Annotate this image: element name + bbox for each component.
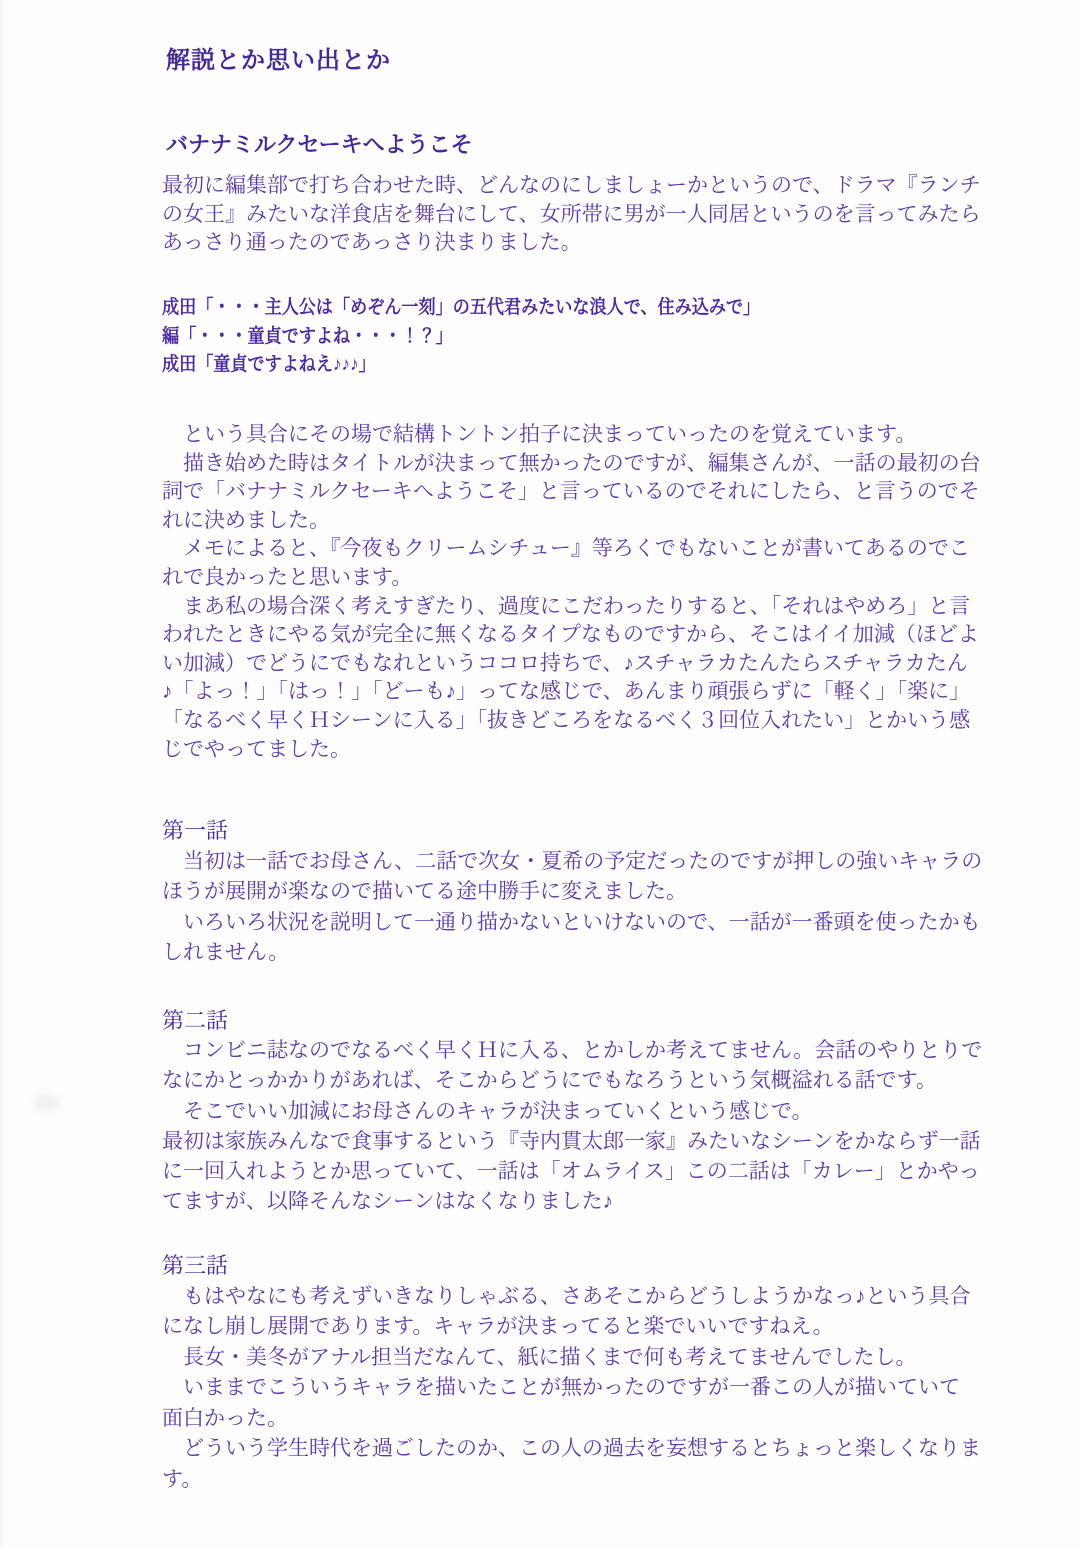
intro-paragraph: [162, 172, 981, 258]
text-line: という具合にその場で結構トントン拍子に決まっていったのを覚えています。: [162, 423, 917, 446]
text-line: 成田「童貞ですよねえ♪♪♪」: [162, 354, 376, 375]
episode-2-heading: 第二話: [162, 1008, 229, 1033]
text-line: れに決めました。: [162, 508, 330, 532]
text-line: なにかとっかかりがあれば、そこからどうにでもなろうという気概溢れる話です。: [162, 1069, 937, 1093]
text-line: しれません。: [162, 941, 290, 965]
episode-3-heading: 第三話: [162, 1253, 229, 1278]
text-line: 面白かった。: [162, 1406, 288, 1430]
text-line: てますが、以降そんなシーンはなくなりました♪: [162, 1190, 614, 1214]
episode-1-heading: 第一話: [162, 818, 229, 843]
text-line: あっさり通ったのであっさり決まりました。: [162, 231, 582, 254]
recollection-paragraphs: [162, 421, 981, 764]
text-line: じでやってました。: [162, 737, 351, 761]
episode-1-text: [162, 847, 982, 969]
text-line: 描き始めた時はタイトルが決まって無かったのですが、編集さんが、一話の最初の台: [162, 451, 981, 475]
text-line: 当初は一話でお母さん、二話で次女・夏希の予定だったのですが押しの強いキャラの: [162, 849, 983, 873]
text-line: 最初に編集部で打ち合わせた時、どんなのにしましょーかというので、ドラマ『ランチ: [162, 174, 981, 197]
text-line: 「なるべく早くＨシーンに入る」「抜きどころをなるべく３回位入れたい」とかいう感: [162, 708, 971, 732]
scan-edge-shadow: [0, 0, 6, 1547]
text-line: まあ私の場合深く考えすぎたり、過度にこだわったりすると、「それはやめろ」と言: [162, 594, 971, 618]
text-line: 編「・・・童貞ですよね・・・！？」: [162, 325, 453, 347]
text-line: どういう学生時代を過ごしたのか、この人の過去を妄想するとちょっと楽しくなりま: [162, 1437, 981, 1460]
text-line: もはやなにも考えずいきなりしゃぶる、さあそこからどうしようかなっ♪という具合: [162, 1284, 971, 1308]
text-line: いままでこういうキャラを描いたことが無かったのですが一番この人が描いていて: [162, 1376, 960, 1399]
episode-2-text: [162, 1036, 982, 1217]
text-line: 最初は家族みんなで食事するという『寺内貫太郎一家』みたいなシーンをかならず一話: [162, 1129, 981, 1153]
text-line: いろいろ状況を説明して一通り描かないといけないので、一話が一番頭を使ったかも: [162, 910, 981, 934]
text-line: われたときにやる気が完全に無くなるタイプなものですから、そこはイイ加減（ほどよ: [162, 623, 979, 647]
text-line: メモによると、『今夜もクリームシチュー』等ろくでもないことが書いてあるのでこ: [162, 537, 970, 561]
scan-smudge: [34, 1094, 60, 1112]
episode-2-section: [162, 1006, 982, 1217]
episode-3-section: [162, 1251, 981, 1495]
text-line: 長女・美冬がアナル担当だなんて、紙に描くまで何も考えてませんでしたし。: [162, 1345, 917, 1369]
text-line: に一回入れようとか思っていて、一話は「オムライス」この二話は「カレー」とかやっ: [162, 1160, 980, 1184]
text-line: になし崩し展開であります。キャラが決まってると楽でいいですねえ。: [162, 1315, 834, 1338]
episode-3-text: [162, 1282, 981, 1496]
section-heading-welcome: バナナミルクセーキへようこそ: [166, 132, 473, 157]
text-line: ♪「よっ！」「はっ！」「どーも♪」ってな感じで、あんまり頑張らずに「軽く」「楽に」: [162, 680, 971, 704]
text-line: コンビニ誌なのでなるべく早くＨに入る、とかしか考えてません。会話のやりとりで: [162, 1039, 983, 1063]
page-title: 解説とか思い出とか: [166, 47, 391, 74]
text-line: の女王』みたいな洋食店を舞台にして、女所帯に男が一人同居というのを言ってみたら: [162, 202, 981, 226]
dialogue-block: [162, 294, 760, 380]
text-line: 詞で「バナナミルクセーキへようこそ」と言っているのでそれにしたら、と言うのでそ: [162, 480, 980, 504]
text-line: そこでいい加減にお母さんのキャラが決まっていくという感じで。: [162, 1099, 813, 1123]
text-line: い加減）でどうにでもなれというココロ持ちで、♪スチャラカたんたらスチャラカたん: [162, 651, 968, 675]
text-line: 成田「・・・主人公は「めぞん一刻」の五代君みたいな浪人で、住み込みで」: [162, 297, 761, 318]
text-line: ほうが展開が楽なので描いてる途中勝手に変えました。: [162, 880, 687, 904]
text-line: れで良かったと思います。: [162, 565, 413, 589]
text-line: す。: [162, 1467, 203, 1491]
episode-1-section: [162, 816, 982, 969]
